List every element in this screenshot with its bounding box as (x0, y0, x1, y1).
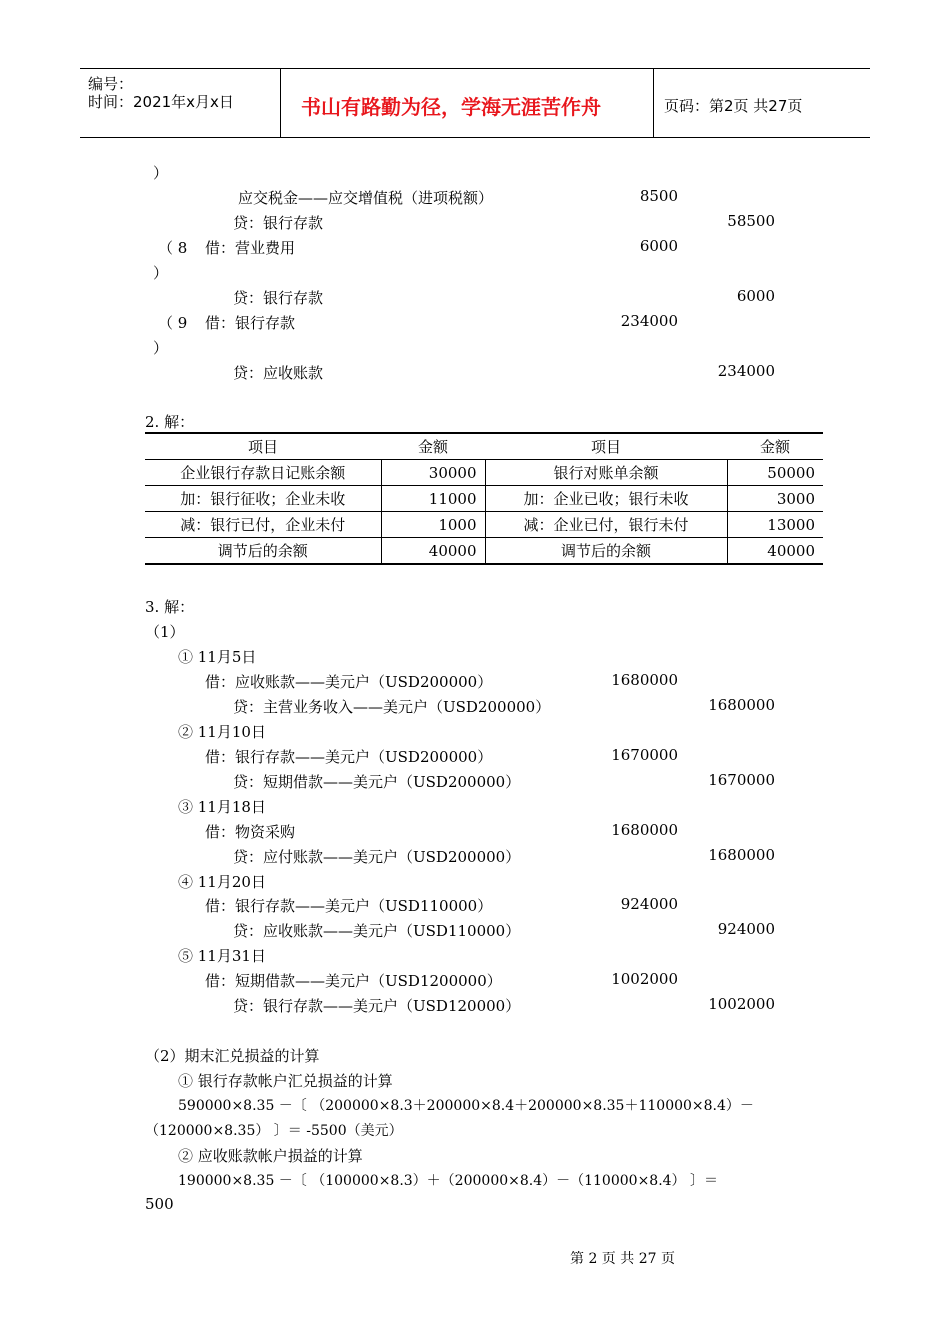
entry-debit-amount: 1002000 (611, 970, 678, 988)
subsection-title: （2）期末汇兑损益的计算 (145, 1047, 320, 1065)
entry-debit-amount: 1670000 (611, 746, 678, 764)
table-cell: 11000 (381, 486, 485, 512)
entry-debit: 借：银行存款——美元户（USD200000） (205, 748, 493, 766)
header-right-cell (654, 69, 870, 137)
header-left-cell (80, 69, 281, 137)
entry-credit: 贷：银行存款——美元户（USD120000） (233, 997, 521, 1015)
number-label: 编号： (88, 75, 134, 93)
calc-line: 500 (145, 1195, 174, 1213)
section-title: 3. 解： (145, 598, 195, 616)
column-header: 项目 (590, 438, 621, 456)
entry-paren: ） (153, 339, 169, 357)
entry-debit: 借：短期借款——美元户（USD1200000） (205, 972, 502, 990)
calc-line: 590000×8.35 －〔 （200000×8.3＋200000×8.4＋200000×8.35＋110000×8.4）－ (178, 1098, 754, 1114)
entry-debit: 借：物资采购 (205, 823, 296, 841)
table-cell: 40000 (727, 538, 823, 565)
entry-line-amount: 234000 (717, 362, 775, 380)
entry-line-amount: 234000 (620, 312, 678, 330)
entry-debit: 借：银行存款——美元户（USD110000） (205, 897, 493, 915)
table-cell: 50000 (727, 460, 823, 486)
subsection-title: （1） (145, 623, 185, 641)
entry-credit-amount: 1680000 (708, 846, 775, 864)
entry-line-amount: 8500 (639, 187, 678, 205)
table-cell: 企业银行存款日记账余额 (180, 464, 346, 482)
entry-date: ⑤ 11月31日 (178, 947, 266, 965)
reconciliation-table (145, 432, 823, 565)
entry-debit: 借：应收账款——美元户（USD200000） (205, 673, 493, 691)
table-cell: 加：银行征收；企业未收 (180, 490, 346, 508)
table-cell: 30000 (381, 460, 485, 486)
entry-date: ② 11月10日 (178, 723, 266, 741)
page-footer: 第 2 页 共 27 页 (570, 1251, 675, 1267)
table-cell: 减：企业已付，银行未付 (485, 512, 727, 538)
entry-line-amount: 58500 (727, 212, 775, 230)
table-cell: 加：企业已收；银行未收 (485, 486, 727, 512)
time-label: 时间：2021年x月x日 (88, 93, 234, 111)
entry-credit: 贷：应付账款——美元户（USD200000） (233, 848, 521, 866)
entry-line-text: 贷：银行存款 (233, 214, 324, 232)
entry-date: ④ 11月20日 (178, 873, 266, 891)
table-cell: 调节后的余额 (485, 538, 727, 565)
entry-date: ③ 11月18日 (178, 798, 266, 816)
table-row (145, 486, 823, 512)
entry-debit-amount: 924000 (620, 895, 678, 913)
entry-credit-amount: 1002000 (708, 995, 775, 1013)
entry-line-text: 借：银行存款 (205, 314, 296, 332)
entry-credit-amount: 924000 (717, 920, 775, 938)
entry-date: ① 11月5日 (178, 648, 257, 666)
entry-debit-amount: 1680000 (611, 671, 678, 689)
column-header: 金额 (759, 438, 790, 456)
entry-line-text: 贷：银行存款 (233, 289, 324, 307)
entry-line-text: 贷：应收账款 (233, 364, 324, 382)
entry-credit: 贷：主营业务收入——美元户（USD200000） (233, 698, 551, 716)
entry-number: （ 8 (158, 239, 188, 257)
entry-number: （ 9 (158, 314, 188, 332)
entry-paren: ） (153, 264, 169, 282)
column-header: 金额 (417, 438, 448, 456)
page-header (80, 68, 870, 138)
table-header-row (145, 433, 823, 460)
entry-line-amount: 6000 (736, 287, 775, 305)
table-row (145, 538, 823, 565)
calc-line: 190000×8.35 －〔 （100000×8.3）＋（200000×8.4）－（110000×8.4） 〕＝ (178, 1173, 719, 1189)
header-motto-cell (281, 69, 654, 137)
calc-title: ② 应收账款帐户损益的计算 (178, 1147, 363, 1165)
continuation-paren: ） (153, 164, 169, 182)
entry-credit: 贷：应收账款——美元户（USD110000） (233, 922, 521, 940)
table-row (145, 512, 823, 538)
table-cell: 1000 (381, 512, 485, 538)
calc-line: （120000×8.35） 〕＝ -5500（美元） (145, 1123, 403, 1139)
entry-line-text: 借：营业费用 (205, 239, 296, 257)
table-cell: 40000 (381, 538, 485, 565)
entry-line-amount: 6000 (639, 237, 678, 255)
table-row (145, 460, 823, 486)
table-cell: 调节后的余额 (217, 542, 308, 560)
entry-credit-amount: 1680000 (708, 696, 775, 714)
section-title: 2. 解： (145, 413, 195, 431)
header-motto: 书山有路勤为径，学海无涯苦作舟 (301, 95, 601, 119)
page-label: 页码：第2页 共27页 (664, 97, 803, 115)
column-header: 项目 (247, 438, 278, 456)
table-cell: 减：银行已付，企业未付 (180, 516, 346, 534)
calc-title: ① 银行存款帐户汇兑损益的计算 (178, 1072, 393, 1090)
entry-credit-amount: 1670000 (708, 771, 775, 789)
table-cell: 银行对账单余额 (485, 460, 727, 486)
table-cell: 3000 (727, 486, 823, 512)
table-cell: 13000 (727, 512, 823, 538)
entry-debit-amount: 1680000 (611, 821, 678, 839)
entry-line-text: 应交税金——应交增值税（进项税额） (238, 189, 494, 207)
entry-credit: 贷：短期借款——美元户（USD200000） (233, 773, 521, 791)
